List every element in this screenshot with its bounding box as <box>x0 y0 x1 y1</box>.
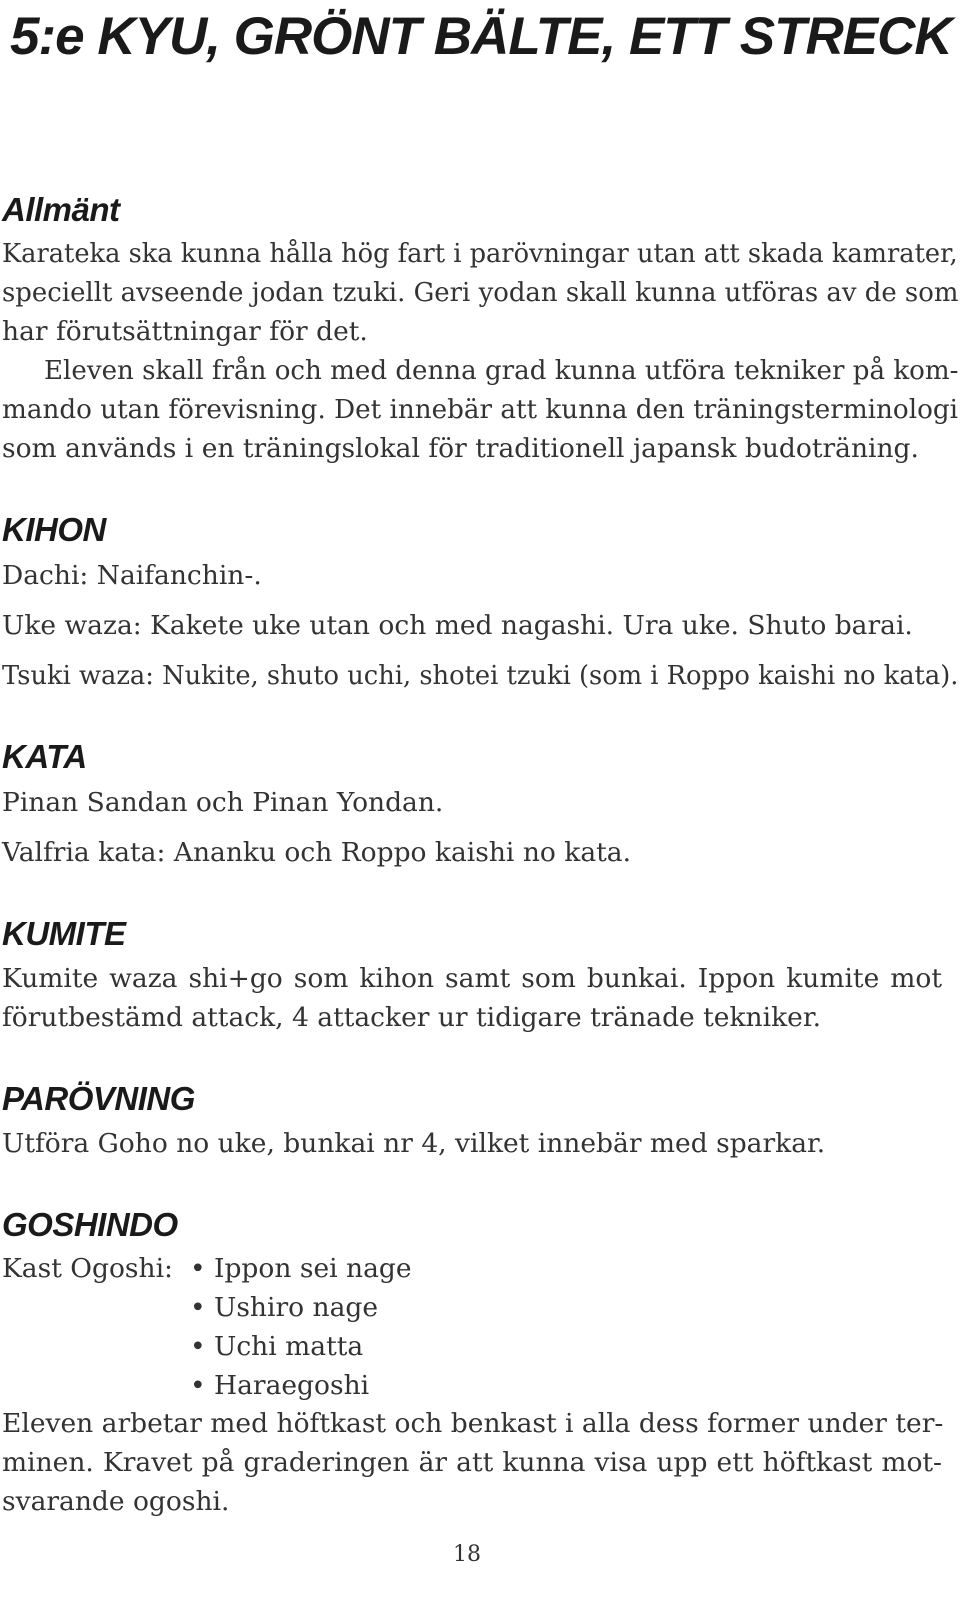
kumite-line-2: förutbestämd attack, 4 attacker ur tidigare tränade tekniker. <box>2 1002 822 1033</box>
allmant-line-6: som används i en träningslokal för traditionell japansk budoträning. <box>2 433 919 464</box>
heading-kata: KATA <box>2 738 87 775</box>
kata-line-1: Pinan Sandan och Pinan Yondan. <box>2 787 444 818</box>
bullet-icon: • <box>190 1292 206 1323</box>
page-number: 18 <box>453 1542 481 1567</box>
kihon-line-1: Dachi: Naifanchin-. <box>2 560 262 591</box>
kihon-line-2: Uke waza: Kakete uke utan och med nagashi. Ura uke. Shuto barai. <box>2 610 913 641</box>
allmant-line-3: har förutsättningar för det. <box>2 316 368 347</box>
list-item-text: Ippon sei nage <box>214 1253 412 1284</box>
bullet-icon: • <box>190 1370 206 1401</box>
kihon-line-3: Tsuki waza: Nukite, shuto uchi, shotei tzuki (som i Roppo kaishi no kata). <box>2 660 959 691</box>
list-item-text: Ushiro nage <box>214 1292 379 1323</box>
heading-allmant: Allmänt <box>2 191 120 228</box>
allmant-line-2: speciellt avseende jodan tzuki. Geri yodan skall kunna utföras av de som <box>2 277 959 308</box>
list-item <box>190 1288 378 1327</box>
bullet-icon: • <box>190 1331 206 1362</box>
kumite-line-1: Kumite waza shi+go som kihon samt som bunkai. Ippon kumite mot <box>2 963 942 994</box>
allmant-line-5: mando utan förevisning. Det innebär att kunna den träningsterminologi <box>2 394 958 425</box>
heading-kihon: KIHON <box>2 511 106 548</box>
allmant-line-1: Karateka ska kunna hålla hög fart i parövningar utan att skada kamrater, <box>2 238 958 269</box>
bullet-icon: • <box>190 1253 206 1284</box>
list-item-text: Uchi matta <box>214 1331 364 1362</box>
heading-parovning: PARÖVNING <box>2 1080 195 1117</box>
allmant-line-4: Eleven skall från och med denna grad kunna utföra tekniker på kom- <box>44 355 959 386</box>
goshindo-line-1: Eleven arbetar med höftkast och benkast i alla dess former under ter- <box>2 1408 944 1439</box>
list-item <box>190 1249 412 1288</box>
kata-line-2: Valfria kata: Ananku och Roppo kaishi no kata. <box>2 837 631 868</box>
list-item <box>190 1327 363 1366</box>
heading-kumite: KUMITE <box>2 915 126 952</box>
list-item <box>190 1366 369 1405</box>
goshindo-line-2: minen. Kravet på graderingen är att kunna visa upp ett höftkast mot- <box>2 1447 942 1478</box>
goshindo-line-3: svarande ogoshi. <box>2 1486 230 1517</box>
goshindo-label: Kast Ogoshi: <box>2 1253 173 1284</box>
heading-goshindo: GOSHINDO <box>2 1206 178 1243</box>
page-title: 5:e KYU, GRÖNT BÄLTE, ETT STRECK <box>10 7 952 66</box>
list-item-text: Haraegoshi <box>214 1370 370 1401</box>
parovning-line-1: Utföra Goho no uke, bunkai nr 4, vilket innebär med sparkar. <box>2 1128 826 1159</box>
